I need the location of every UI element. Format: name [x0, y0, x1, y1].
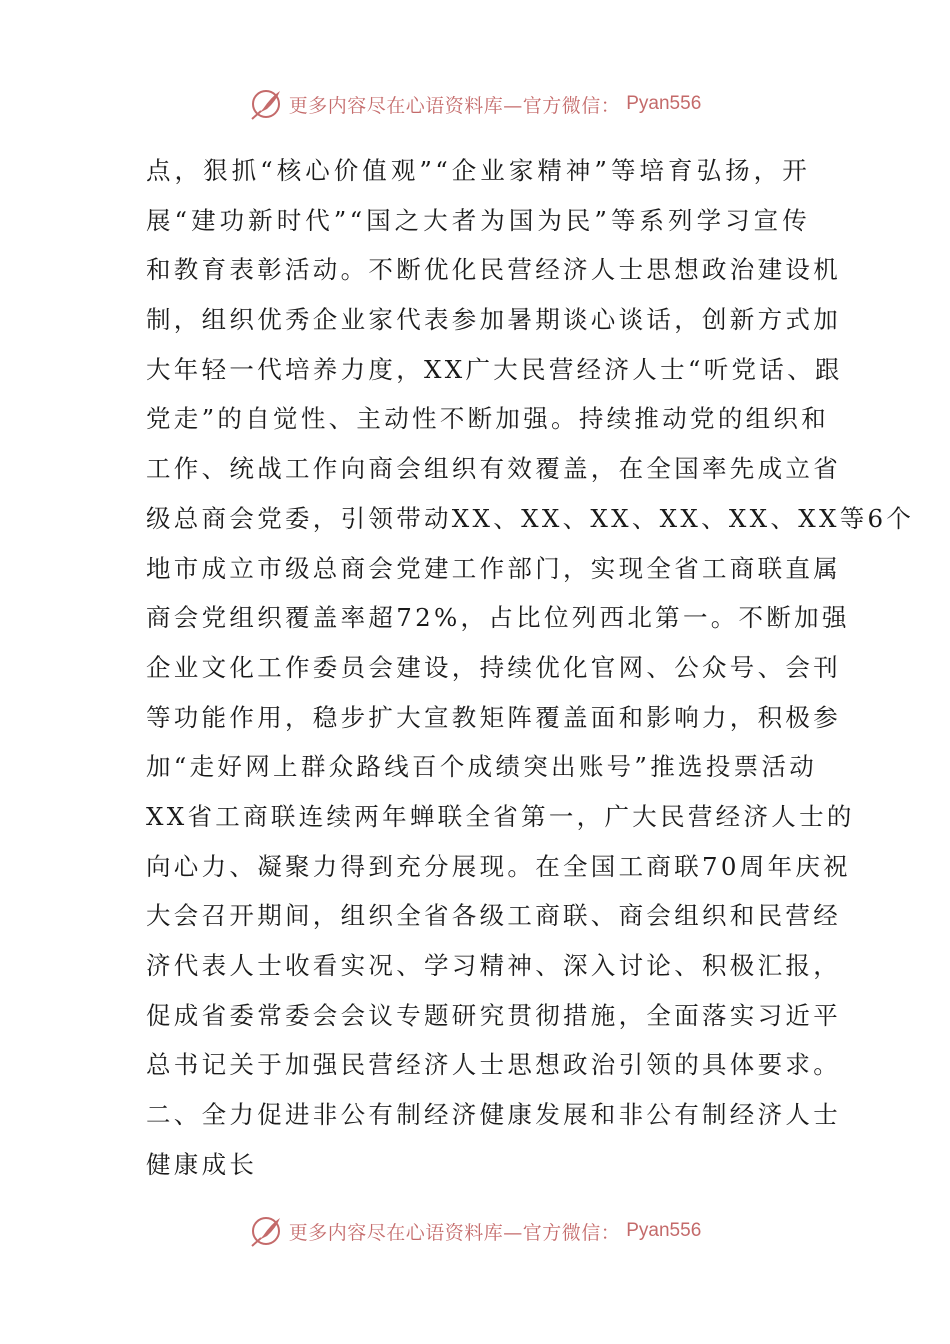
body-line: 制，组织优秀企业家代表参加暑期谈心谈话，创新方式加: [146, 305, 841, 335]
quill-logo-icon: [249, 1214, 283, 1248]
body-line: 工作、统战工作向商会组织有效覆盖，在全国率先成立省: [146, 454, 841, 484]
body-line: 点，狠抓“核心价值观”“企业家精神”等培育弘扬，开: [146, 156, 810, 185]
body-line: 济代表人士收看实况、学习精神、深入讨论、积极汇报，: [146, 951, 841, 980]
section-heading-continued: 健康成长: [146, 1149, 258, 1179]
watermark-text: 更多内容尽在心语资料库—官方微信：: [288, 94, 621, 117]
body-line: 企业文化工作委员会建设，持续优化官网、公众号、会刊: [146, 652, 841, 682]
body-line: 大会召开期间，组织全省各级工商联、商会组织和民营经: [146, 901, 841, 931]
body-line: 商会党组织覆盖率超72%，占比位列西北第一。不断加强: [146, 603, 850, 633]
body-line: 党走”的自觉性、主动性不断加强。持续推动党的组织和: [146, 404, 830, 434]
body-line: 总书记关于加强民营经济人士思想政治引领的具体要求。: [146, 1050, 841, 1080]
body-line: 和教育表彰活动。不断优化民营经济人士思想政治建设机: [146, 255, 841, 285]
body-line: 展“建功新时代”“国之大者为国为民”等系列学习宣传: [146, 205, 810, 235]
watermark-wechat-id: Pyan556: [626, 93, 702, 114]
body-line: 加“走好网上群众路线百个成绩突出账号”推选投票活动: [146, 752, 818, 782]
body-line: XX省工商联连续两年蝉联全省第一，广大民营经济人士的: [146, 801, 855, 831]
body-line: 地市成立市级总商会党建工作部门，实现全省工商联直属: [146, 553, 841, 583]
body-line: 等功能作用，稳步扩大宣教矩阵覆盖面和影响力，积极参: [146, 702, 841, 732]
body-line: 向心力、凝聚力得到充分展现。在全国工商联70周年庆祝: [146, 851, 851, 881]
footer-watermark: [0, 1211, 950, 1251]
watermark-text: 更多内容尽在心语资料库—官方微信：: [288, 1221, 621, 1244]
body-line: 级总商会党委，引领带动XX、XX、XX、XX、XX、XX等6个: [146, 503, 915, 533]
document-body: [146, 146, 915, 1189]
watermark-wechat-id: Pyan556: [626, 1220, 702, 1241]
header-watermark: [0, 84, 950, 124]
quill-logo-icon: [249, 87, 283, 121]
body-line: 大年轻一代培养力度，XX广大民营经济人士“听党话、跟: [146, 354, 843, 384]
body-line: 促成省委常委会会议专题研究贯彻措施，全面落实习近平: [146, 1000, 841, 1030]
section-heading: 二、全力促进非公有制经济健康发展和非公有制经济人士: [146, 1100, 841, 1130]
